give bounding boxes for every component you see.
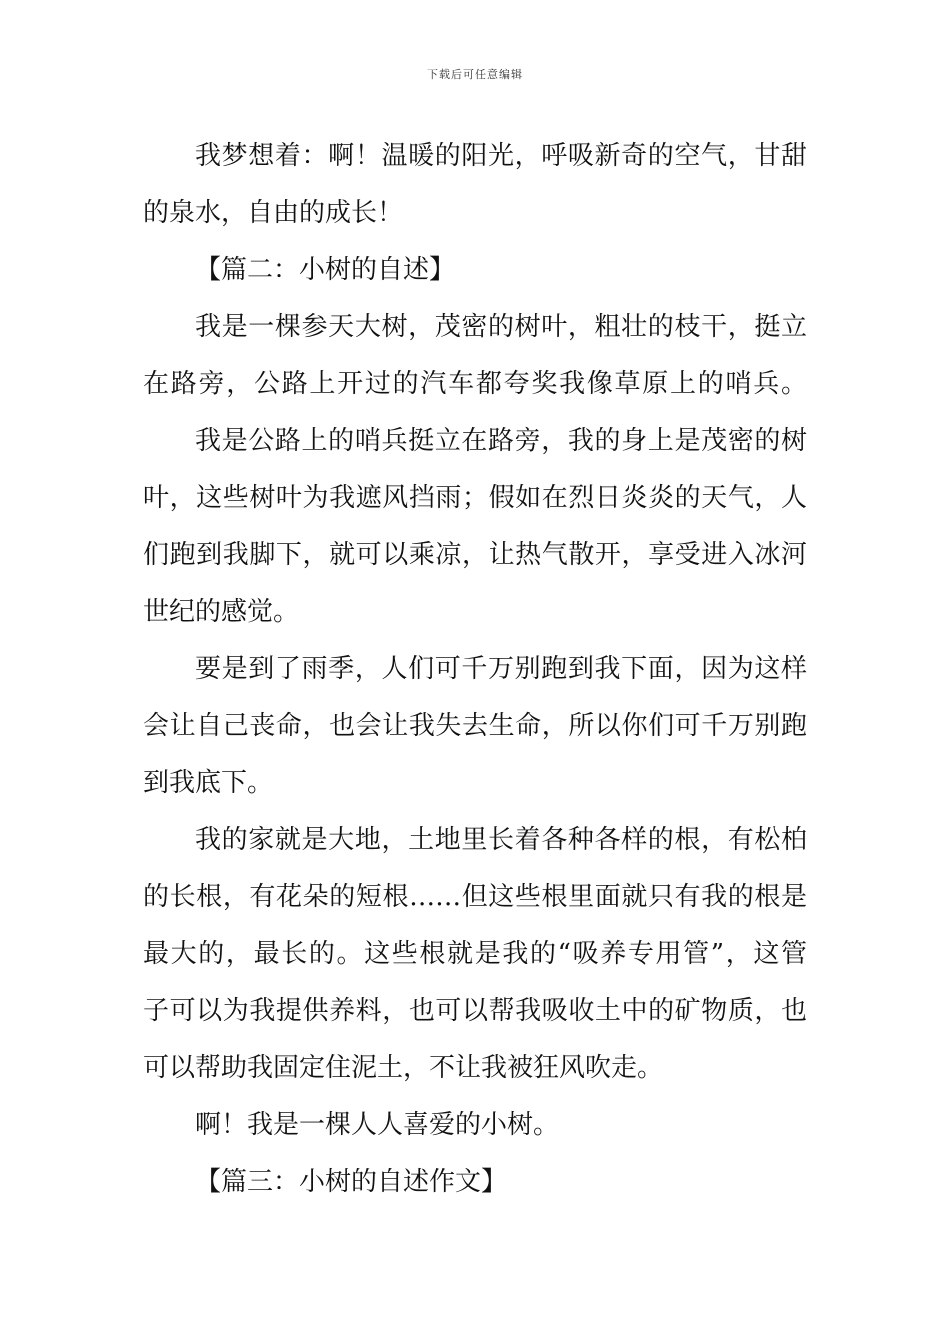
paragraph-line: 们跑到我脚下，就可以乘凉，让热气散开，享受进入冰河 [143, 540, 807, 570]
paragraph-line: 我是一棵参天大树，茂密的树叶，粗壮的枝干，挺立 [195, 312, 807, 342]
section-heading: 【篇二：小树的自述】 [195, 255, 456, 285]
paragraph-line: 最大的，最长的。这些根就是我的“吸养专用管”，这管 [143, 939, 807, 969]
paragraph-line: 子可以为我提供养料，也可以帮我吸收土中的矿物质，也 [143, 996, 807, 1026]
paragraph-line: 世纪的感觉。 [143, 597, 300, 627]
paragraph-line: 啊！我是一棵人人喜爱的小树。 [195, 1110, 560, 1140]
document-body [143, 128, 807, 1211]
paragraph-line: 在路旁，公路上开过的汽车都夸奖我像草原上的哨兵。 [143, 369, 807, 399]
paragraph-line: 叶，这些树叶为我遮风挡雨；假如在烈日炎炎的天气，人 [143, 483, 807, 513]
paragraph-line: 我的家就是大地，土地里长着各种各样的根，有松柏 [195, 825, 807, 855]
paragraph-line: 要是到了雨季，人们可千万别跑到我下面，因为这样 [195, 654, 807, 684]
download-note: 下载后可任意编辑 [427, 68, 523, 81]
section-heading: 【篇三：小树的自述作文】 [195, 1167, 508, 1197]
paragraph-line: 我是公路上的哨兵挺立在路旁，我的身上是茂密的树 [195, 426, 807, 456]
paragraph-line: 可以帮助我固定住泥土，不让我被狂风吹走。 [143, 1053, 664, 1083]
paragraph-line: 到我底下。 [143, 768, 274, 798]
paragraph-line: 会让自己丧命，也会让我失去生命，所以你们可千万别跑 [143, 711, 807, 741]
paragraph-line: 的泉水，自由的成长！ [143, 198, 404, 228]
paragraph-line: 我梦想着：啊！温暖的阳光，呼吸新奇的空气，甘甜 [195, 141, 807, 171]
paragraph-line: 的长根，有花朵的短根……但这些根里面就只有我的根是 [143, 882, 807, 912]
